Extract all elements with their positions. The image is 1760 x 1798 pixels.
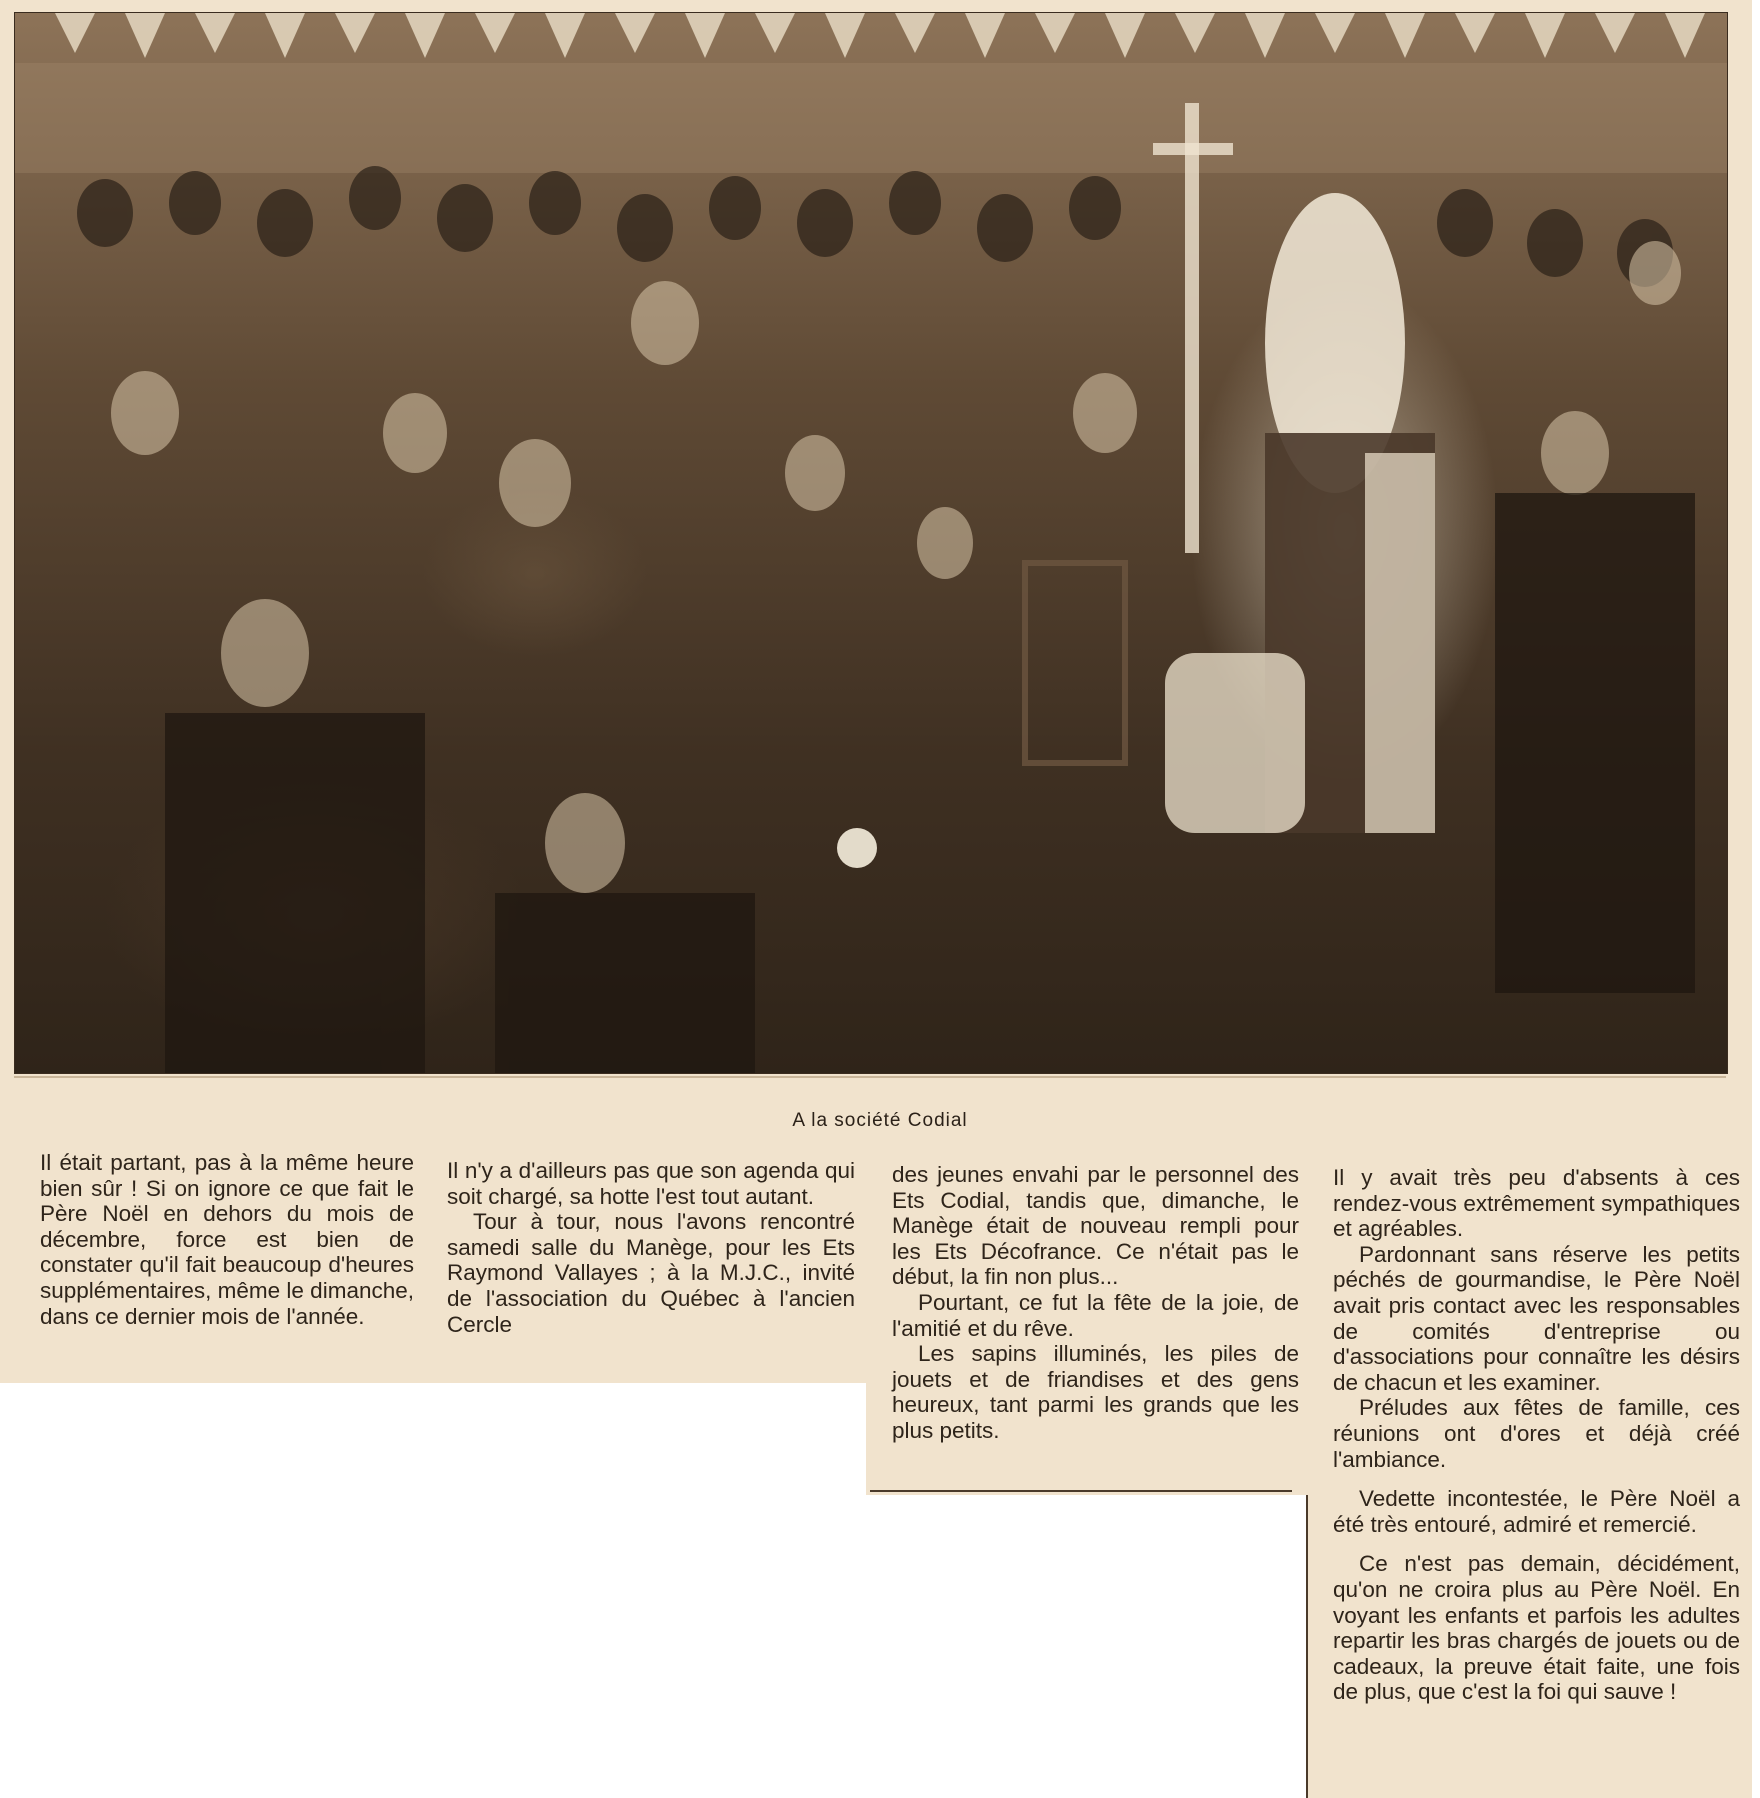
paragraph: Ce n'est pas demain, décidément, qu'on ne croira plus au Père Noël. En voyant les enfants et parfois les adultes repartir les bras chargés de jouets ou de cadeaux, la preuve était faite, une fois de plus, que c'est la foi qui sauve ! [1333, 1551, 1740, 1705]
paragraph: Préludes aux fêtes de famille, ces réunions ont d'ores et déjà créé l'ambiance. [1333, 1395, 1740, 1472]
article-column-4 [1333, 1165, 1740, 1705]
background-margin [0, 1383, 866, 1798]
paragraph: Il était partant, pas à la même heure bien sûr ! Si on ignore ce que fait le Père Noël en dehors du mois de décembre, force est bien de constater qu'il fait beaucoup d'heures supplémentaires, même le dimanche, dans ce dernier mois de l'année. [40, 1150, 414, 1329]
photo-rule [14, 1076, 1726, 1078]
paragraph: Vedette incontestée, le Père Noël a été très entouré, admiré et remercié. [1333, 1486, 1740, 1537]
bunting-flags [55, 13, 1705, 58]
background-margin [866, 1495, 1306, 1798]
paragraph: Les sapins illuminés, les piles de jouets et de friandises et des gens heureux, tant parmi les grands que les plus petits. [892, 1341, 1299, 1443]
paragraph: Il n'y a d'ailleurs pas que son agenda qui soit chargé, sa hotte l'est tout autant. [447, 1158, 855, 1209]
foreground-suits [165, 493, 1695, 1073]
photo-illustration [15, 13, 1727, 1073]
crowd-photo [14, 12, 1728, 1074]
article-column-1 [40, 1150, 414, 1329]
paragraph: Tour à tour, nous l'avons rencontré samedi salle du Manège, pour les Ets Raymond Vallayes ; à la M.J.C., invité de l'association du Québec à l'ancien Cercle [447, 1209, 855, 1337]
photo-caption: A la société Codial [792, 1110, 968, 1131]
clipping-edge-line [1306, 1495, 1308, 1798]
paragraph: Pardonnant sans réserve les petits péchés de gourmandise, le Père Noël avait pris contact avec les responsables de comités d'entreprise ou d'associations pour connaître les désirs de chacun et les examiner. [1333, 1241, 1740, 1395]
article-column-3 [892, 1162, 1299, 1444]
paragraph: Il y avait très peu d'absents à ces rendez-vous extrêmement sympathiques et agréables. [1333, 1165, 1740, 1242]
paragraph: Pourtant, ce fut la fête de la joie, de l'amitié et du rêve. [892, 1289, 1299, 1341]
paragraph: des jeunes envahi par le personnel des Ets Codial, tandis que, dimanche, le Manège était de nouveau rempli pour les Ets Décofrance. Ce n'était pas le début, la fin non plus... [892, 1162, 1299, 1290]
article-column-2 [447, 1158, 855, 1337]
background-margin [1752, 0, 1760, 1798]
crowd-heads [77, 166, 1673, 287]
column-end-rule [870, 1490, 1292, 1492]
